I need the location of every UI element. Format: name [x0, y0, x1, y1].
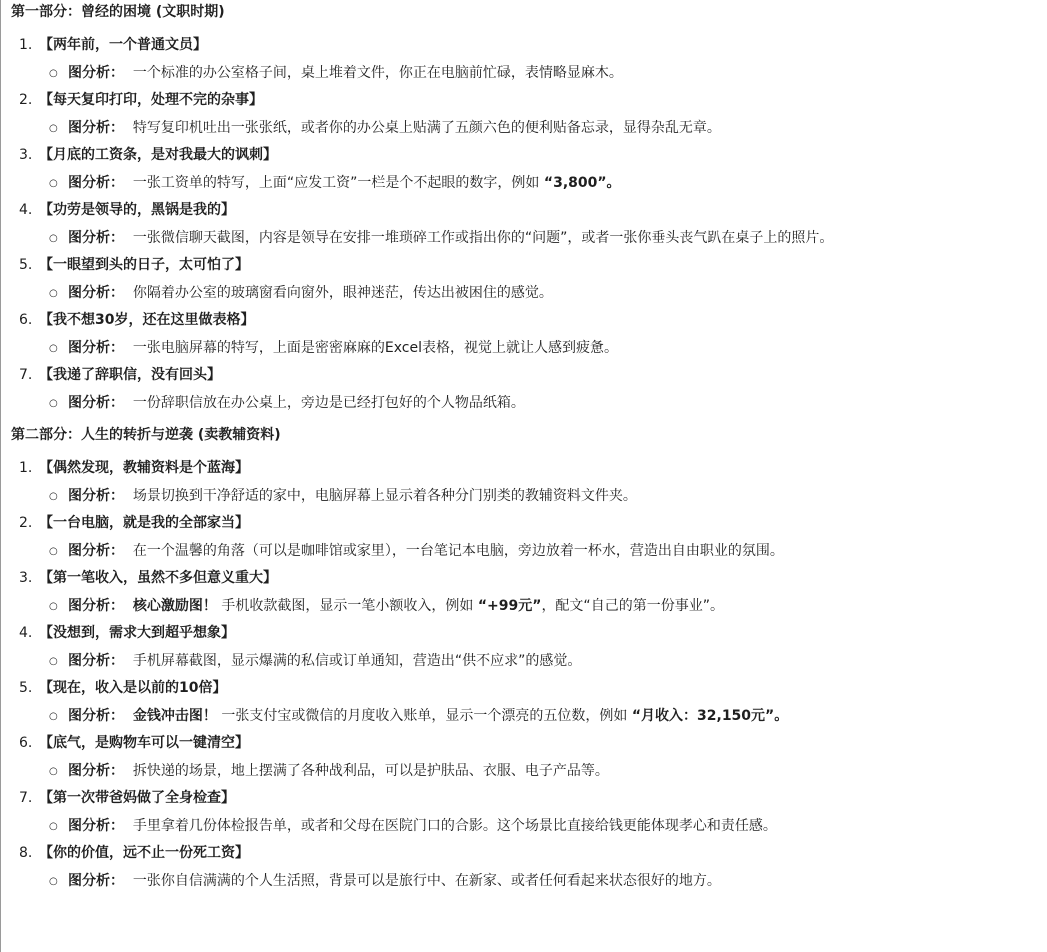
- analysis-highlight: 金钱冲击图！: [132, 707, 217, 724]
- analysis-label: 图分析：: [68, 597, 124, 614]
- list-item: [11, 197, 1047, 252]
- image-analysis-line: [39, 538, 1047, 566]
- circle-bullet-icon: ○: [49, 490, 58, 502]
- item-title: 【底气，是购物车可以一键清空】: [39, 735, 249, 751]
- analysis-label: 图分析：: [68, 542, 124, 559]
- analysis-label: 图分析：: [68, 762, 124, 779]
- circle-bullet-icon: ○: [49, 232, 58, 244]
- list-item: [11, 840, 1047, 895]
- item-title: 【偶然发现，教辅资料是个蓝海】: [39, 460, 249, 476]
- item-title: 【每天复印打印，处理不完的杂事】: [39, 92, 263, 108]
- image-analysis-line: [39, 390, 1047, 418]
- analysis-label: 图分析：: [68, 339, 124, 356]
- analysis-text: 特写复印机吐出一张张纸，或者你的办公桌上贴满了五颜六色的便利贴备忘录，显得杂乱无章。: [132, 119, 721, 136]
- analysis-text: 在一个温馨的角落（可以是咖啡馆或家里），一台笔记本电脑，旁边放着一杯水，营造出自由职业的氛围。: [132, 542, 784, 559]
- item-title: 【月底的工资条，是对我最大的讽刺】: [39, 147, 277, 163]
- item-number: 2.: [19, 515, 33, 531]
- item-number: 4.: [19, 202, 33, 218]
- analysis-text: 一张电脑屏幕的特写，上面是密密麻麻的Excel表格，视觉上就让人感到疲惫。: [132, 339, 618, 356]
- analysis-text: 场景切换到干净舒适的家中，电脑屏幕上显示着各种分门别类的教辅资料文件夹。: [132, 487, 637, 504]
- image-analysis-line: [39, 813, 1047, 841]
- analysis-label: 图分析：: [68, 652, 124, 669]
- item-title: 【两年前，一个普通文员】: [39, 37, 207, 53]
- item-heading: [19, 307, 1047, 335]
- list-item: [11, 87, 1047, 142]
- list-item: [11, 32, 1047, 87]
- image-analysis-line: [39, 703, 1047, 731]
- list-item: [11, 730, 1047, 785]
- item-heading: [19, 620, 1047, 648]
- circle-bullet-icon: ○: [49, 397, 58, 409]
- item-number: 5.: [19, 257, 33, 273]
- analysis-text: 一张微信聊天截图，内容是领导在安排一堆琐碎工作或指出你的“问题”，或者一张你垂头丧气趴在桌子上的照片。: [132, 229, 834, 246]
- item-title: 【我递了辞职信，没有回头】: [39, 367, 221, 383]
- analysis-text: 你隔着办公室的玻璃窗看向窗外，眼神迷茫，传达出被困住的感觉。: [132, 284, 553, 301]
- item-title: 【一眼望到头的日子，太可怕了】: [39, 257, 249, 273]
- list-item: [11, 785, 1047, 840]
- analysis-label: 图分析：: [68, 872, 124, 889]
- item-heading: [19, 197, 1047, 225]
- item-heading: [19, 785, 1047, 813]
- item-title: 【第一次带爸妈做了全身检查】: [39, 790, 235, 806]
- analysis-text: 手机屏幕截图，显示爆满的私信或订单通知，营造出“供不应求”的感觉。: [132, 652, 582, 669]
- part1-list: [11, 32, 1047, 417]
- analysis-text: 一个标准的办公室格子间，桌上堆着文件，你正在电脑前忙碌，表情略显麻木。: [132, 64, 623, 81]
- image-analysis-line: [39, 648, 1047, 676]
- item-heading: [19, 675, 1047, 703]
- item-number: 1.: [19, 37, 33, 53]
- image-analysis-line: [39, 868, 1047, 896]
- item-heading: [19, 565, 1047, 593]
- analysis-tail: ，配文“自己的第一份事业”。: [541, 597, 724, 614]
- item-number: 8.: [19, 845, 33, 861]
- item-title: 【我不想30岁，还在这里做表格】: [39, 312, 255, 328]
- circle-bullet-icon: ○: [49, 765, 58, 777]
- circle-bullet-icon: ○: [49, 875, 58, 887]
- item-number: 6.: [19, 312, 33, 328]
- item-title: 【现在，收入是以前的10倍】: [39, 680, 227, 696]
- item-heading: [19, 455, 1047, 483]
- analysis-text: 一份辞职信放在办公桌上，旁边是已经打包好的个人物品纸箱。: [132, 394, 525, 411]
- item-title: 【你的价值，远不止一份死工资】: [39, 845, 249, 861]
- circle-bullet-icon: ○: [49, 710, 58, 722]
- circle-bullet-icon: ○: [49, 655, 58, 667]
- list-item: [11, 675, 1047, 730]
- circle-bullet-icon: ○: [49, 177, 58, 189]
- circle-bullet-icon: ○: [49, 67, 58, 79]
- image-analysis-line: [39, 170, 1047, 198]
- part2-list: [11, 455, 1047, 895]
- circle-bullet-icon: ○: [49, 820, 58, 832]
- image-analysis-line: [39, 483, 1047, 511]
- item-heading: [19, 510, 1047, 538]
- analysis-text: 拆快递的场景，地上摆满了各种战利品，可以是护肤品、衣服、电子产品等。: [132, 762, 609, 779]
- image-analysis-line: [39, 758, 1047, 786]
- analysis-text: 一张你自信满满的个人生活照，背景可以是旅行中、在新家、或者任何看起来状态很好的地方。: [132, 872, 721, 889]
- list-item: [11, 455, 1047, 510]
- circle-bullet-icon: ○: [49, 287, 58, 299]
- document-body: [11, 0, 1047, 895]
- list-item: [11, 362, 1047, 417]
- item-number: 2.: [19, 92, 33, 108]
- analysis-label: 图分析：: [68, 119, 124, 136]
- item-heading: [19, 730, 1047, 758]
- image-analysis-line: [39, 593, 1047, 621]
- list-item: [11, 252, 1047, 307]
- analysis-highlight: 核心激励图！: [132, 597, 217, 614]
- item-heading: [19, 252, 1047, 280]
- image-analysis-line: [39, 115, 1047, 143]
- image-analysis-line: [39, 335, 1047, 363]
- analysis-label: 图分析：: [68, 817, 124, 834]
- analysis-text: 一张支付宝或微信的月度收入账单，显示一个漂亮的五位数，例如: [216, 707, 632, 724]
- item-title: 【第一笔收入，虽然不多但意义重大】: [39, 570, 277, 586]
- item-number: 3.: [19, 147, 33, 163]
- analysis-text: 一张工资单的特写，上面“应发工资”一栏是个不起眼的数字，例如: [132, 174, 544, 191]
- analysis-label: 图分析：: [68, 229, 124, 246]
- item-title: 【功劳是领导的，黑锅是我的】: [39, 202, 235, 218]
- image-analysis-line: [39, 60, 1047, 88]
- circle-bullet-icon: ○: [49, 600, 58, 612]
- image-analysis-line: [39, 280, 1047, 308]
- list-item: [11, 565, 1047, 620]
- item-number: 6.: [19, 735, 33, 751]
- item-title: 【没想到，需求大到超乎想象】: [39, 625, 235, 641]
- analysis-text: 手里拿着几份体检报告单，或者和父母在医院门口的合影。这个场景比直接给钱更能体现孝心和责任感。: [132, 817, 777, 834]
- list-item: [11, 307, 1047, 362]
- analysis-value: “+99元”: [477, 597, 542, 614]
- analysis-value: “3,800”。: [543, 174, 621, 191]
- item-heading: [19, 362, 1047, 390]
- analysis-label: 图分析：: [68, 64, 124, 81]
- analysis-label: 图分析：: [68, 174, 124, 191]
- item-number: 7.: [19, 790, 33, 806]
- list-item: [11, 620, 1047, 675]
- item-number: 1.: [19, 460, 33, 476]
- item-heading: [19, 840, 1047, 868]
- circle-bullet-icon: ○: [49, 122, 58, 134]
- image-analysis-line: [39, 225, 1047, 253]
- item-title: 【一台电脑，就是我的全部家当】: [39, 515, 249, 531]
- analysis-label: 图分析：: [68, 487, 124, 504]
- item-number: 4.: [19, 625, 33, 641]
- analysis-text: 手机收款截图，显示一笔小额收入，例如: [216, 597, 478, 614]
- analysis-label: 图分析：: [68, 707, 124, 724]
- item-heading: [19, 142, 1047, 170]
- circle-bullet-icon: ○: [49, 342, 58, 354]
- left-border-rule: [0, 0, 1, 952]
- section-title-part2: 第二部分：人生的转折与逆袭 (卖教辅资料): [11, 427, 281, 443]
- item-number: 7.: [19, 367, 33, 383]
- circle-bullet-icon: ○: [49, 545, 58, 557]
- item-heading: [19, 87, 1047, 115]
- item-number: 5.: [19, 680, 33, 696]
- item-heading: [19, 32, 1047, 60]
- analysis-label: 图分析：: [68, 394, 124, 411]
- analysis-label: 图分析：: [68, 284, 124, 301]
- list-item: [11, 142, 1047, 197]
- item-number: 3.: [19, 570, 33, 586]
- list-item: [11, 510, 1047, 565]
- analysis-value: “月收入：32,150元”。: [631, 707, 789, 724]
- section-title-part1: 第一部分：曾经的困境 (文职时期): [11, 4, 225, 20]
